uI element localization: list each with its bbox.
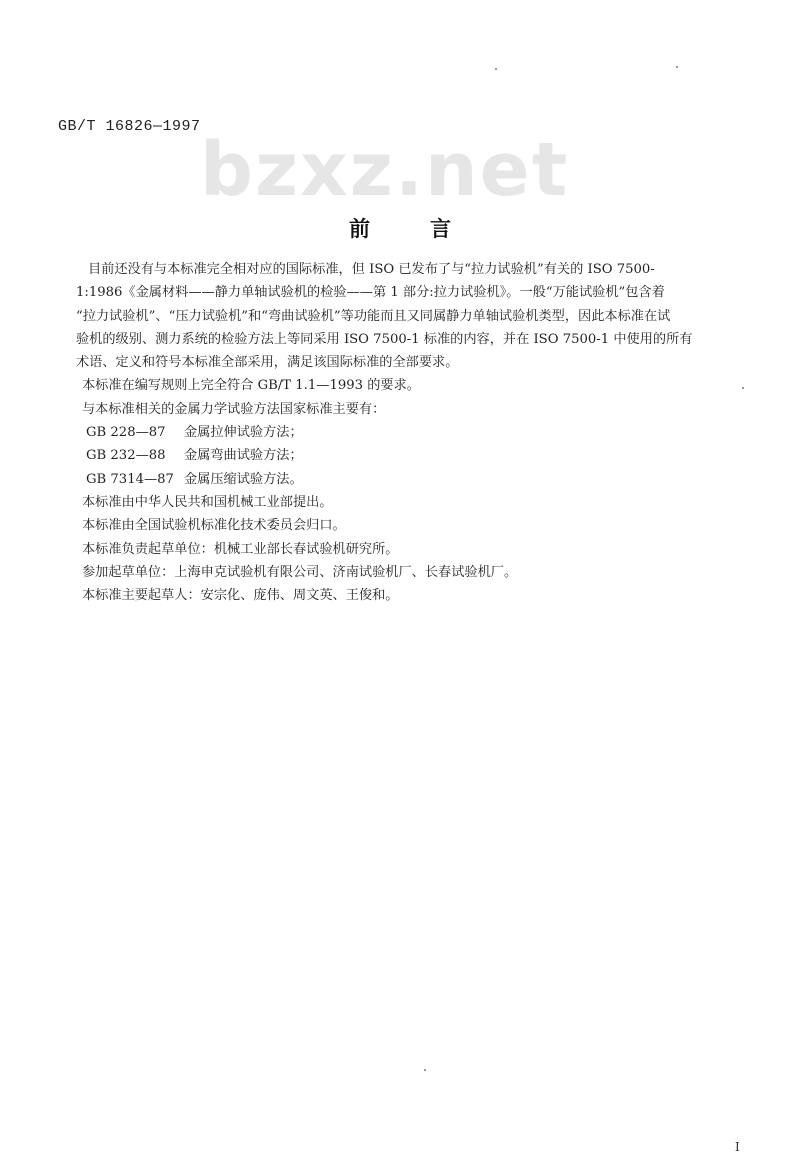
scan-speck [495,68,497,70]
page-number: I [735,1140,740,1154]
intro-line: “拉力试验机”、“压力试验机”和“弯曲试验机”等功能而且又同属静力单轴试验机类型，因此本标准在试 [76,308,671,324]
related-standard-name: 金属弯曲试验方法； [184,448,303,464]
related-standard-name: 金属拉伸试验方法； [184,425,303,441]
related-standard-code: GB 228—87 [86,425,166,441]
proposed-by: 本标准由中华人民共和国机械工业部提出。 [82,494,333,510]
participating-units: 参加起草单位：上海申克试验机有限公司、济南试验机厂、长春试验机厂。 [82,564,518,580]
watermark: bzxz.net [200,127,570,213]
related-standards-intro: 与本标准相关的金属力学试验方法国家标准主要有： [82,401,386,417]
related-standard-item [76,468,766,491]
managed-by: 本标准由全国试验机标准化技术委员会归口。 [82,518,346,534]
compliance-statement: 本标准在编写规则上完全符合 GB/T 1.1—1993 的要求。 [82,378,420,394]
related-standards-list [76,421,766,491]
intro-line: 目前还没有与本标准完全相对应的国际标准，但 ISO 已发布了与“拉力试验机”有关的 ISO 7500- [88,262,655,277]
intro-line: 验机的级别、测力系统的检验方法上等同采用 ISO 7500-1 标准的内容，并在 ISO 7500-1 中使用的所有 [76,331,693,347]
drafted-by: 本标准负责起草单位：机械工业部长春试验机研究所。 [82,541,399,557]
scan-speck [742,387,744,389]
related-standard-name: 金属压缩试验方法。 [184,471,303,487]
scan-speck [676,66,678,68]
document-body [76,258,766,607]
intro-line: 术语、定义和符号本标准全部采用，满足该国际标准的全部要求。 [76,355,459,371]
related-standard-code: GB 7314—87 [86,471,174,487]
related-standard-item [76,421,766,444]
scan-speck [424,1069,426,1071]
standard-code: GB/T 16826—1997 [58,118,201,135]
related-standard-code: GB 232—88 [86,448,166,464]
intro-line: 1:1986《金属材料——静力单轴试验机的检验——第 1 部分:拉力试验机》。一般“万能试验机”包含着 [76,285,665,301]
page-title: 前言 [349,216,511,241]
main-drafters: 本标准主要起草人：安宗化、庞伟、周文英、王俊和。 [82,588,399,604]
related-standard-item [76,444,766,467]
